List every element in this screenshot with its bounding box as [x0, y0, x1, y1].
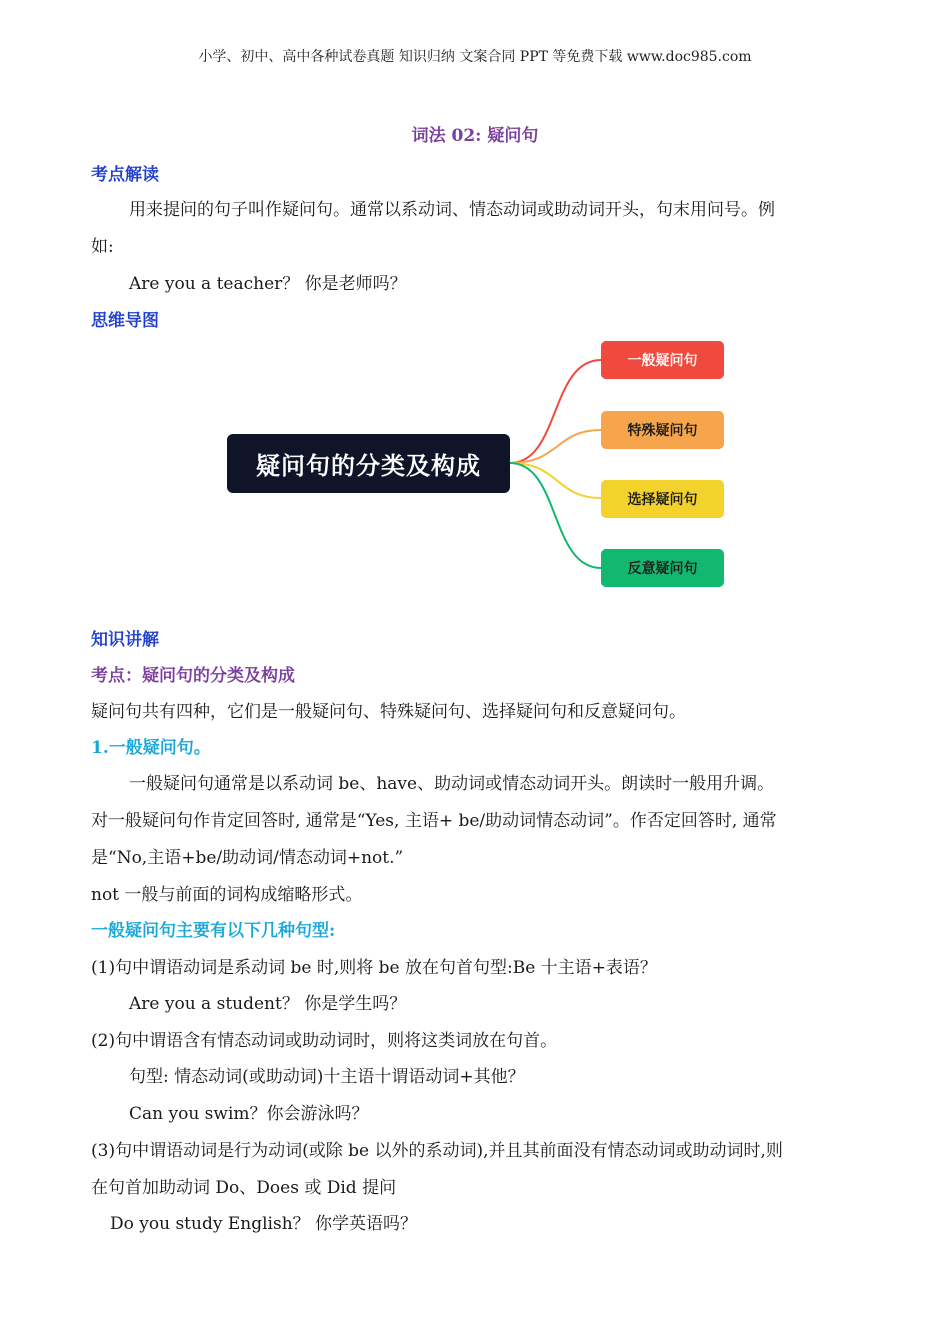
intro-paragraph-line1: 用来提问的句子叫作疑问句。通常以系动词、情态动词或助动词开头，句末用问号。例 — [129, 200, 775, 220]
section-heading-mindmap: 思维导图 — [91, 311, 159, 331]
section-heading-exam-points: 考点解读 — [91, 165, 159, 185]
mindmap-node-general-question: 一般疑问句 — [601, 341, 724, 379]
section-heading-knowledge: 知识讲解 — [91, 630, 159, 650]
mindmap-node-alternative-question: 选择疑问句 — [601, 480, 724, 518]
intro-paragraph-line2: 如: — [91, 237, 114, 257]
pattern2-structure: 句型: 情态动词(或助动词)十主语十谓语动词+其他？ — [129, 1067, 525, 1087]
pattern3-line1: (3)句中谓语动词是行为动词(或除 be 以外的系动词),并且其前面没有情态动词或助动词时,则 — [91, 1141, 783, 1161]
page-title: 词法 02: 疑问句 — [411, 126, 539, 146]
classification-intro: 疑问句共有四种，它们是一般疑问句、特殊疑问句、选择疑问句和反意疑问句。 — [91, 702, 686, 722]
item1-line2: 对一般疑问句作肯定回答时, 通常是“Yes, 主语+ be/助动词情态动词”。作否定回答时, 通常 — [91, 811, 777, 831]
subheading-classification: 考点：疑问句的分类及构成 — [91, 666, 295, 686]
pattern1: (1)句中谓语动词是系动词 be 时,则将 be 放在句首句型:Be 十主语+表语？ — [91, 958, 657, 978]
mindmap-root: 疑问句的分类及构成 — [227, 434, 510, 493]
connector-4 — [510, 463, 601, 568]
connector-2 — [510, 430, 601, 463]
item1-line4: not 一般与前面的词构成缩略形式。 — [91, 885, 363, 905]
page-header: 小学、初中、高中各种试卷真题 知识归纳 文案合同 PPT 等免费下载 www.doc985.com — [198, 49, 752, 65]
connector-1 — [510, 360, 601, 463]
example-sentence: Are you a teacher？ 你是老师吗？ — [129, 274, 407, 294]
item1-line3: 是“No,主语+be/助动词/情态动词+not.” — [91, 848, 404, 868]
pattern2-example: Can you swim？你会游泳吗？ — [129, 1104, 369, 1124]
pattern2: (2)句中谓语含有情态动词或助动词时，则将这类词放在句首。 — [91, 1031, 558, 1051]
connector-3 — [510, 463, 601, 498]
pattern3-example: Do you study English？ 你学英语吗？ — [110, 1214, 418, 1234]
item1-heading: 1.一般疑问句。 — [91, 738, 211, 758]
patterns-heading: 一般疑问句主要有以下几种句型: — [91, 921, 336, 941]
item1-line1: 一般疑问句通常是以系动词 be、have、助动词或情态动词开头。朗读时一般用升调。 — [129, 774, 775, 794]
mindmap-node-special-question: 特殊疑问句 — [601, 411, 724, 449]
pattern1-example: Are you a student？ 你是学生吗？ — [129, 994, 407, 1014]
mindmap-node-tag-question: 反意疑问句 — [601, 549, 724, 587]
pattern3-line2: 在句首加助动词 Do、Does 或 Did 提问 — [91, 1178, 397, 1198]
